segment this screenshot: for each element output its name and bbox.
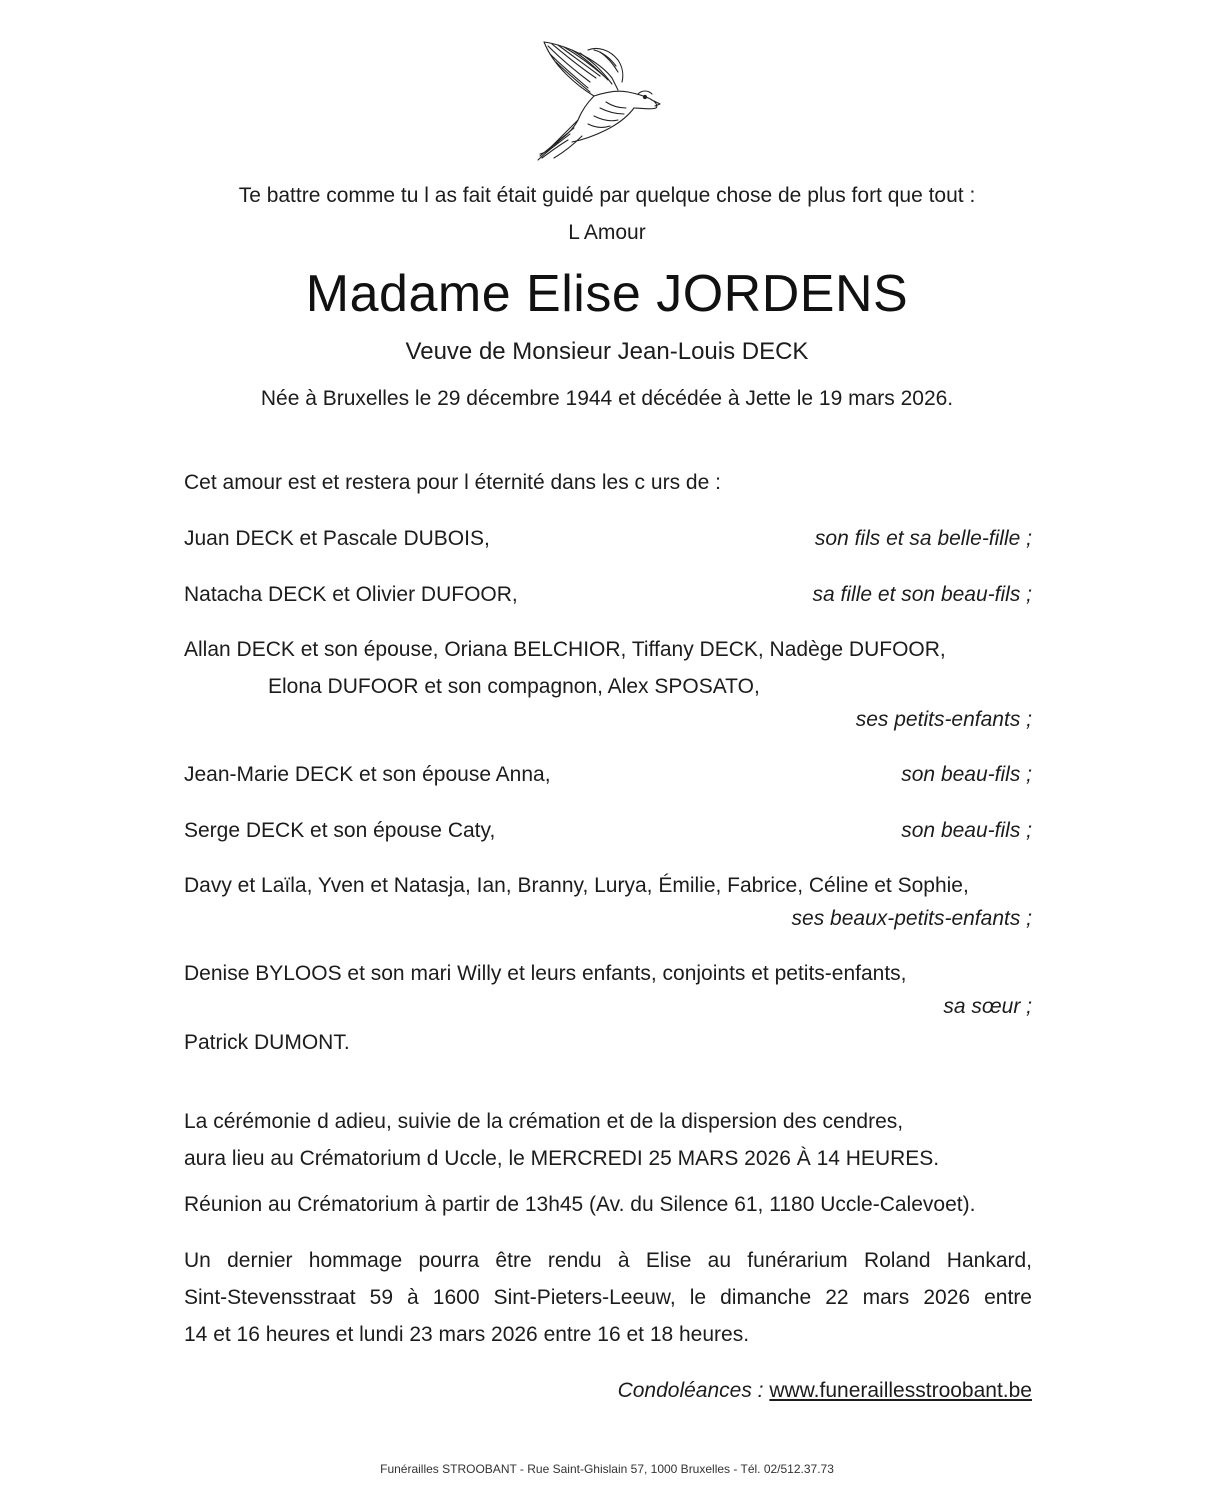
ceremony-line1: La cérémonie d adieu, suivie de la crémation et de la dispersion des cendres, xyxy=(184,1110,904,1133)
condolences xyxy=(618,1379,1032,1403)
family-names-continued: Elona DUFOOR et son compagnon, Alex SPOSATO, xyxy=(268,675,760,698)
tribute-line2: Sint-Stevensstraat 59 à 1600 Sint-Pieters-Leeuw, le dimanche 22 mars 2026 entre xyxy=(184,1286,1032,1309)
family-intro: Cet amour est et restera pour l éternité dans les c urs de : xyxy=(184,471,721,494)
epitaph-quote-line1: Te battre comme tu l as fait était guidé par quelque chose de plus fort que tout : xyxy=(238,184,976,207)
tribute-line3: 14 et 16 heures et lundi 23 mars 2026 entre 16 et 18 heures. xyxy=(184,1323,750,1346)
family-names: Natacha DECK et Olivier DUFOOR, xyxy=(184,583,518,606)
ceremony-meeting: Réunion au Crématorium à partir de 13h45 (Av. du Silence 61, 1180 Uccle-Calevoet). xyxy=(184,1193,976,1216)
tribute-line1: Un dernier hommage pourra être rendu à Elise au funérarium Roland Hankard, xyxy=(184,1249,1032,1272)
condolences-link[interactable]: www.funeraillesstroobant.be xyxy=(769,1379,1032,1402)
family-names: Allan DECK et son épouse, Oriana BELCHIOR, Tiffany DECK, Nadège DUFOOR, xyxy=(184,638,946,661)
dove-icon xyxy=(534,36,662,162)
family-names: Jean-Marie DECK et son épouse Anna, xyxy=(184,763,551,786)
widow-of: Veuve de Monsieur Jean-Louis DECK xyxy=(405,338,809,365)
family-relation: ses petits-enfants ; xyxy=(855,708,1032,731)
family-relation: son beau-fils ; xyxy=(901,763,1032,786)
footer-address: Funérailles STROOBANT - Rue Saint-Ghislain 57, 1000 Bruxelles - Tél. 02/512.37.73 xyxy=(380,1462,834,1476)
family-names: Denise BYLOOS et son mari Willy et leurs enfants, conjoints et petits-enfants, xyxy=(184,962,907,985)
birth-death-dates: Née à Bruxelles le 29 décembre 1944 et décédée à Jette le 19 mars 2026. xyxy=(260,387,954,410)
ceremony-line2: aura lieu au Crématorium d Uccle, le MERCREDI 25 MARS 2026 À 14 HEURES. xyxy=(184,1147,940,1170)
family-relation: son fils et sa belle-fille ; xyxy=(814,527,1032,550)
family-names: Davy et Laïla, Yven et Natasja, Ian, Branny, Lurya, Émilie, Fabrice, Céline et Sophie, xyxy=(184,874,969,897)
family-names: Patrick DUMONT. xyxy=(184,1031,350,1054)
deceased-name: Madame Elise JORDENS xyxy=(305,265,909,323)
family-relation: sa sœur ; xyxy=(943,995,1032,1018)
epitaph-quote-line2: L Amour xyxy=(568,221,646,244)
family-relation: ses beaux-petits-enfants ; xyxy=(791,907,1032,930)
family-relation: sa fille et son beau-fils ; xyxy=(812,583,1032,606)
condolences-label: Condoléances : xyxy=(617,1379,764,1402)
family-names: Juan DECK et Pascale DUBOIS, xyxy=(184,527,490,550)
family-names: Serge DECK et son épouse Caty, xyxy=(184,819,496,842)
family-relation: son beau-fils ; xyxy=(901,819,1032,842)
